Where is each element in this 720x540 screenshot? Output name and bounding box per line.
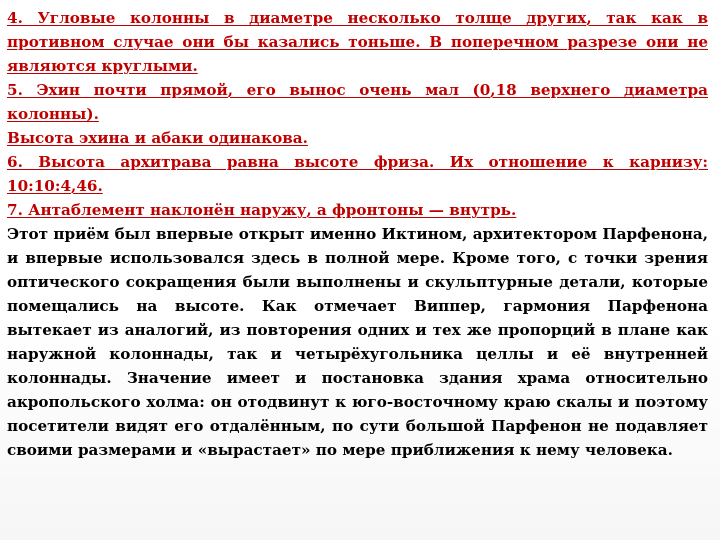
point-5-echinus: 5. Эхин почти прямой, его вынос очень мал (0,18 верхнего диаметра колонны). (7, 81, 708, 123)
point-6-architrave: 6. Высота архитрава равна высоте фриза. Их отношение к карнизу: 10:10:4,46. (7, 153, 708, 195)
point-7-entablature: 7. Антаблемент наклонён наружу, а фронтоны — внутрь. (7, 201, 517, 219)
point-4-corner-columns: 4. Угловые колонны в диаметре несколько толще других, так как в противном случае они бы казались тоньше. В поперечном разрезе они не являются круглыми. (7, 9, 708, 75)
slide-text-block (7, 6, 708, 462)
body-paragraph: Этот приём был впервые открыт именно Иктином, архитектором Парфенона, и впервые использовался здесь в полной мере. Кроме того, с точки зрения оптического сокращения были выполнены и скульптурные детали, которые помещались на высоте. Как отмечает Виппер, гармония Парфенона вытекает из аналогий, из повторения одних и тех же пропорций в плане как наружной колоннады, так и четырёхугольника целлы и её внутренней колоннады. Значение имеет и постановка здания храма относительно акропольского холма: он отодвинут к юго-восточному краю скалы и поэтому посетители видят его отдалённым, по сути большой Парфенон не подавляет своими размерами и «вырастает» по мере приближения к нему человека. (7, 225, 708, 459)
point-echinus-abacus-height: Высота эхина и абаки одинакова. (7, 129, 308, 147)
